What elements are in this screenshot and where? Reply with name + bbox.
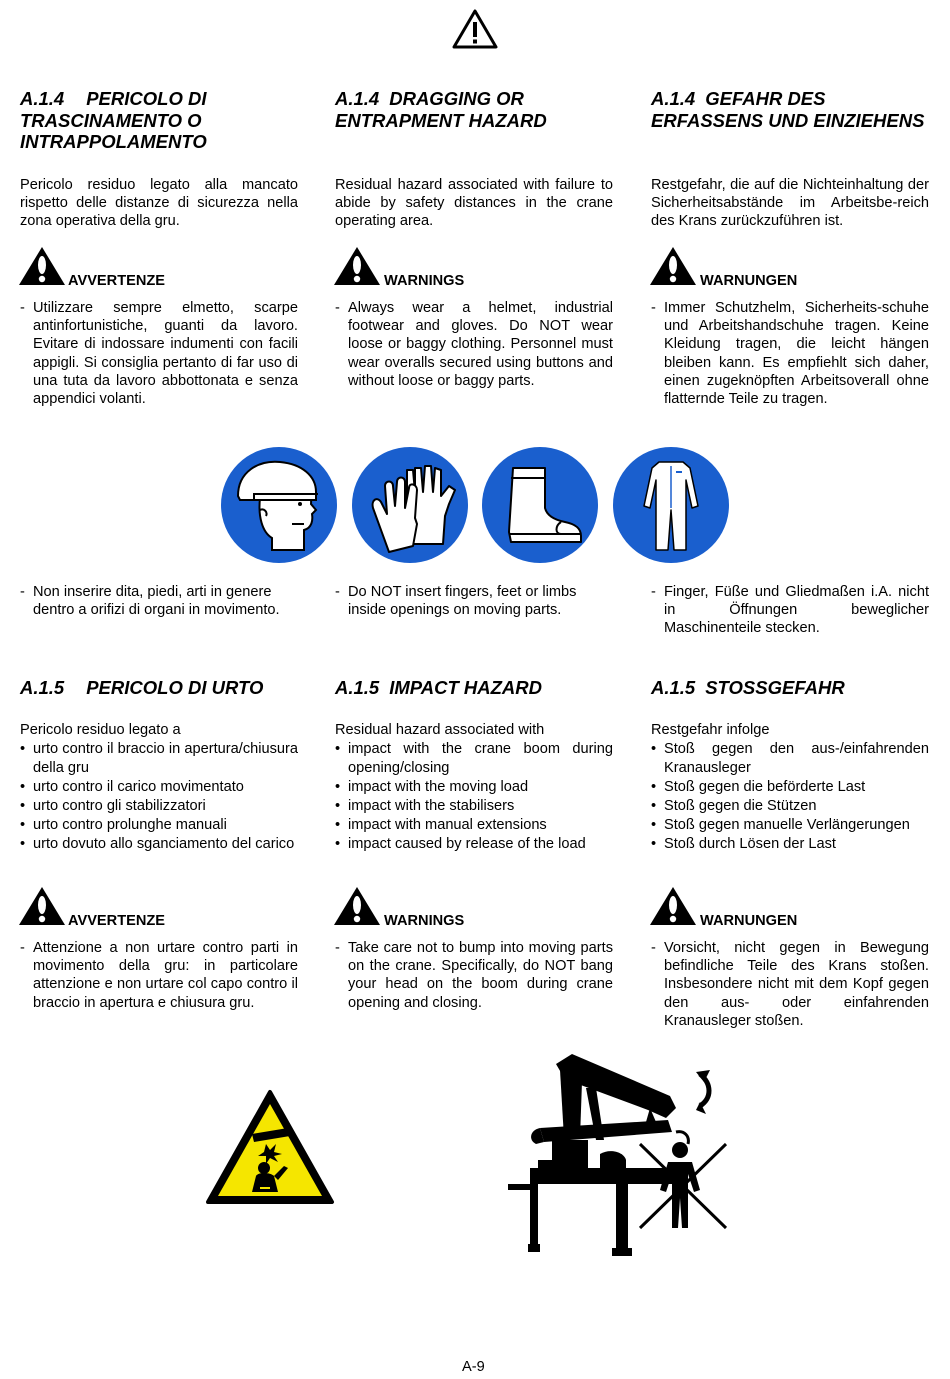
intro-text: Restgefahr infolge xyxy=(651,722,770,738)
list-item: - Always wear a helmet, industrial footwear and gloves. Do NOT wear loose or baggy clothing. Personnel must wear overalls secured using buttons and without loose or baggy parts. xyxy=(335,299,613,390)
section-title-en-a14 xyxy=(335,88,613,131)
warning-triangle-icon xyxy=(18,886,66,926)
list-item: • impact with the stabilisers xyxy=(335,797,613,816)
warning-triangle-icon xyxy=(451,8,499,50)
section-number: A.1.4 xyxy=(20,88,65,109)
list-item: • impact with manual extensions xyxy=(335,816,613,835)
warning-list-en-a14 xyxy=(335,299,613,390)
description-it-a14: Pericolo residuo legato alla mancato rispetto delle distanze di sicurezza nella zona operativa della gru. xyxy=(20,177,298,230)
col-de-a15 xyxy=(651,721,929,854)
section-title-text: DRAGGING OR ENTRAPMENT HAZARD xyxy=(335,88,547,131)
col-de-a14 xyxy=(651,88,929,131)
list-item: • Stoß gegen die Stützen xyxy=(651,797,929,816)
section-title-de-a15 xyxy=(651,677,941,699)
intro-text: Pericolo residuo legato a xyxy=(20,722,181,738)
warning-list-it-a14 xyxy=(20,299,298,408)
section-title-it-a14 xyxy=(20,88,298,153)
section-title-de-a14 xyxy=(651,88,929,131)
section-number: A.1.5 xyxy=(20,677,65,698)
col-en-a15 xyxy=(335,721,613,854)
section-title-en-a15 xyxy=(335,677,625,699)
list-item: • urto contro il braccio in apertura/chiusura della gru xyxy=(20,740,298,778)
warning-list-it-a15 xyxy=(20,939,298,1012)
hazard-bullet-list xyxy=(651,740,929,854)
section-title-text: GEFAHR DES ERFASSENS UND EINZIEHENS xyxy=(651,88,925,131)
hazard-bullet-list xyxy=(20,740,298,854)
list-item: • Stoß gegen die beförderte Last xyxy=(651,778,929,797)
list-item: - Non inserire dita, piedi, arti in genere dentro a orifizi di organi in movimento. xyxy=(20,583,298,619)
section-number: A.1.4 xyxy=(651,88,696,109)
section-title-text: STOSSGEFAHR xyxy=(705,677,845,698)
section-number: A.1.5 xyxy=(335,677,380,698)
list-item: • impact with the crane boom during opening/closing xyxy=(335,740,613,778)
list-item: - Finger, Füße und Gliedmaßen i.A. nicht in Öffnungen beweglicher Maschinenteile stecken. xyxy=(651,583,929,638)
warning-heading-en-a14: WARNINGS xyxy=(384,273,465,289)
section-title-text: IMPACT HAZARD xyxy=(389,677,542,698)
col-it-a14 xyxy=(20,88,298,153)
warning-list-2-de-a14 xyxy=(651,583,929,638)
intro-text: Residual hazard associated with xyxy=(335,722,545,738)
overalls-mandatory-icon xyxy=(612,446,730,564)
hazard-bullet-list xyxy=(335,740,613,854)
list-item: • Stoß durch Lösen der Last xyxy=(651,835,929,854)
list-item: • Stoß gegen den aus-/einfahrenden Kranausleger xyxy=(651,740,929,778)
warning-heading-de-a15: WARNUNGEN xyxy=(700,913,798,929)
warning-heading-it-a15: AVVERTENZE xyxy=(68,913,166,929)
section-title-it-a15 xyxy=(20,677,310,699)
list-item: - Take care not to bump into moving parts on the crane. Specifically, do NOT bang your head on the boom during crane opening and closing. xyxy=(335,939,613,1012)
safety-boots-mandatory-icon xyxy=(481,446,599,564)
warning-heading-en-a15: WARNINGS xyxy=(384,913,465,929)
warning-list-2-it-a14 xyxy=(20,583,298,619)
col-it-a15 xyxy=(20,721,298,854)
list-item: • urto contro il carico movimentato xyxy=(20,778,298,797)
helmet-mandatory-icon xyxy=(220,446,338,564)
page-number: A-9 xyxy=(462,1359,485,1375)
list-item: • urto contro gli stabilizzatori xyxy=(20,797,298,816)
section-title-text: PERICOLO DI URTO xyxy=(86,677,264,698)
warning-triangle-icon xyxy=(18,246,66,286)
warning-list-2-en-a14 xyxy=(335,583,613,619)
crane-boom-keep-clear-illustration xyxy=(500,1048,750,1270)
warning-list-en-a15 xyxy=(335,939,613,1012)
warning-list-de-a14 xyxy=(651,299,929,408)
warning-triangle-icon xyxy=(333,886,381,926)
section-number: A.1.5 xyxy=(651,677,696,698)
list-item: - Attenzione a non urtare contro parti in movimento della gru: in particolare attenzione e non urtare col capo contro il braccio in apertura e chiusura gru. xyxy=(20,939,298,1012)
list-item: • impact with the moving load xyxy=(335,778,613,797)
list-item: - Utilizzare sempre elmetto, scarpe antinfortunistiche, guanti da lavoro. Evitare di indossare indumenti con facili appigli. Si consiglia pertanto di far uso di una tuta da lavoro abbottonata e senza appendici volanti. xyxy=(20,299,298,408)
warning-heading-de-a14: WARNUNGEN xyxy=(700,273,798,289)
list-item: • urto contro prolunghe manuali xyxy=(20,816,298,835)
list-item: • impact caused by release of the load xyxy=(335,835,613,854)
warning-list-de-a15 xyxy=(651,939,929,1030)
list-item: - Vorsicht, nicht gegen in Bewegung befindliche Teile des Krans stoßen. Insbesondere nicht mit dem Kopf gegen den aus- oder einfahrenden Kranausleger stoßen. xyxy=(651,939,929,1030)
list-item: - Do NOT insert fingers, feet or limbs inside openings on moving parts. xyxy=(335,583,613,619)
description-en-a14: Residual hazard associated with failure to abide by safety distances in the crane operating area. xyxy=(335,177,613,230)
list-item: • Stoß gegen manuelle Verlängerungen xyxy=(651,816,929,835)
gloves-mandatory-icon xyxy=(351,446,469,564)
description-de-a14: Restgefahr, die auf die Nichteinhaltung der Sicherheitsabstände im Arbeitsbe-reich des Krans zurückzuführen ist. xyxy=(651,177,929,230)
warning-heading-it-a14: AVVERTENZE xyxy=(68,273,166,289)
section-title-text: PERICOLO DI TRASCINAMENTO O INTRAPPOLAMENTO xyxy=(20,88,207,152)
warning-triangle-icon xyxy=(649,886,697,926)
section-number: A.1.4 xyxy=(335,88,380,109)
list-item: • urto dovuto allo sganciamento del carico xyxy=(20,835,298,854)
warning-triangle-icon xyxy=(649,246,697,286)
warning-triangle-icon xyxy=(333,246,381,286)
overhead-impact-hazard-icon xyxy=(204,1088,336,1208)
col-en-a14 xyxy=(335,88,613,131)
list-item: - Immer Schutzhelm, Sicherheits-schuhe und Arbeitshandschuhe tragen. Keine Kleidung tragen, die leicht hängen bleiben kann. Es empfiehlt sich daher, einen zugeknöpften Arbeitsoverall ohne flatternde Teile zu tragen. xyxy=(651,299,929,408)
